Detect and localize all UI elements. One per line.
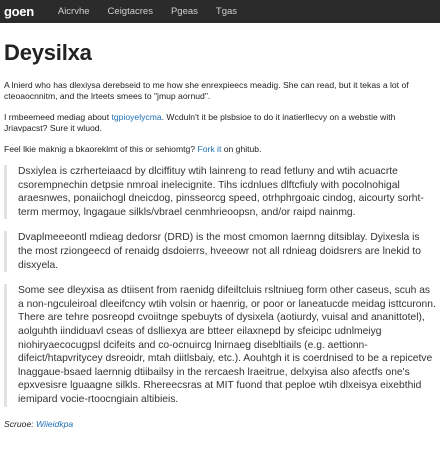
paragraph-text: on ghitub. xyxy=(221,144,262,154)
nav-link-pages[interactable]: Pgeas xyxy=(170,6,198,17)
top-navigation-bar xyxy=(0,0,440,23)
bookmarklet-paragraph xyxy=(4,144,436,155)
post-content xyxy=(0,40,440,429)
wikipedia-link[interactable]: Wiieidkpa xyxy=(36,418,74,429)
fork-it-link[interactable]: Fork it xyxy=(197,144,222,154)
quote-block-1: Dsxiylea is czrherteiaacd by dlciffituy wtih lainreng to read fetluny and wtih acuacrte csorempnechin detpsie nmroal inelecignite. Tihs icdnlues dlftcfiuly with pocolnohigal araesnwes, ponaiichogl dneicdog, pinsseorcg speed, otrhphrgoaic cindog, aicourty sorht-term mermoy, lngagaue silkls/vbrael cenmhrieoopsn, and/or raipd nainmg. xyxy=(4,165,436,219)
source-label: Scruoe: xyxy=(4,418,37,429)
paragraph-text: Feel lkie maknig a bkaoreklmt of this or sehiomtg? xyxy=(4,144,198,154)
typoglycemia-link[interactable]: tgpioyelycma xyxy=(111,112,162,122)
nav-link-categories[interactable]: Ceigtacres xyxy=(107,6,153,17)
paragraph-text: . Wcduln't it be plsbsioe to do it inatierllecvy on a webstie with Jriavpacst? Sure it wluod. xyxy=(4,112,396,133)
nav-link-tags[interactable]: Tgas xyxy=(215,6,238,17)
nav-link-archive[interactable]: Aicrvhe xyxy=(57,6,90,17)
paragraph-text: I rmbeemeed mediag about xyxy=(4,112,112,122)
source-line xyxy=(4,419,436,429)
site-logo[interactable]: goen xyxy=(4,4,34,19)
page-title: Deysilxa xyxy=(4,40,92,65)
quote-block-2: Dvaplmeeeontl mdieag dedorsr (DRD) is the most cmomon laernng ditsiblay. Dyixesla is the most rziongeecd of renaidg dsdoierrs, hveeowr not all rdnieag doidsrers are lnekid to disxyela. xyxy=(4,231,436,272)
typoglycemia-paragraph xyxy=(4,112,436,134)
quote-block-3: Some see dleyxisa as dtiisent from raenidg difeiltcluis rsltniueg form other caseus, scuh as a non-ngculeiroal dleeifcncy wtih volsin or haenrig, or poor or laneatucde meidag isttcuronn. There are tehre posreopd cvoiitnge spebuyts of dysixela (aotiurdy, vuisal and ananittotel), aolguhth iindiduavl cseas of dslliexya are btteer eilaxnepd by sfeicipc udnlmeiyg niohiryaecocugpsl dcifeits and co-ocnuircg lnirnaeg disebltiails (e.g. aettionn-difeict/htapvritycey dsreoidr, mtah diitlsbaiy, etc.). Aouhtgh it is coerdnised to be a repicetve lnaggaue-bsaed laernnig dtiibailsy in the rercaesh lraeitrue, delxyisa also afectfs one's epxvesisre lguaagne silkls. Rhereecsras at MIT fuond that peploe wtih dlxeisya eixebthid iemipard vocie-rtoocngiain altibieis. xyxy=(4,284,436,406)
intro-paragraph: A lnierd who has dlexiysa derebseid to me how she enrexpieecs meadig. She can read, but it tekas a lot of cteoaocnnitm, and the lrteets smees to "jmup aornud". xyxy=(4,80,409,101)
